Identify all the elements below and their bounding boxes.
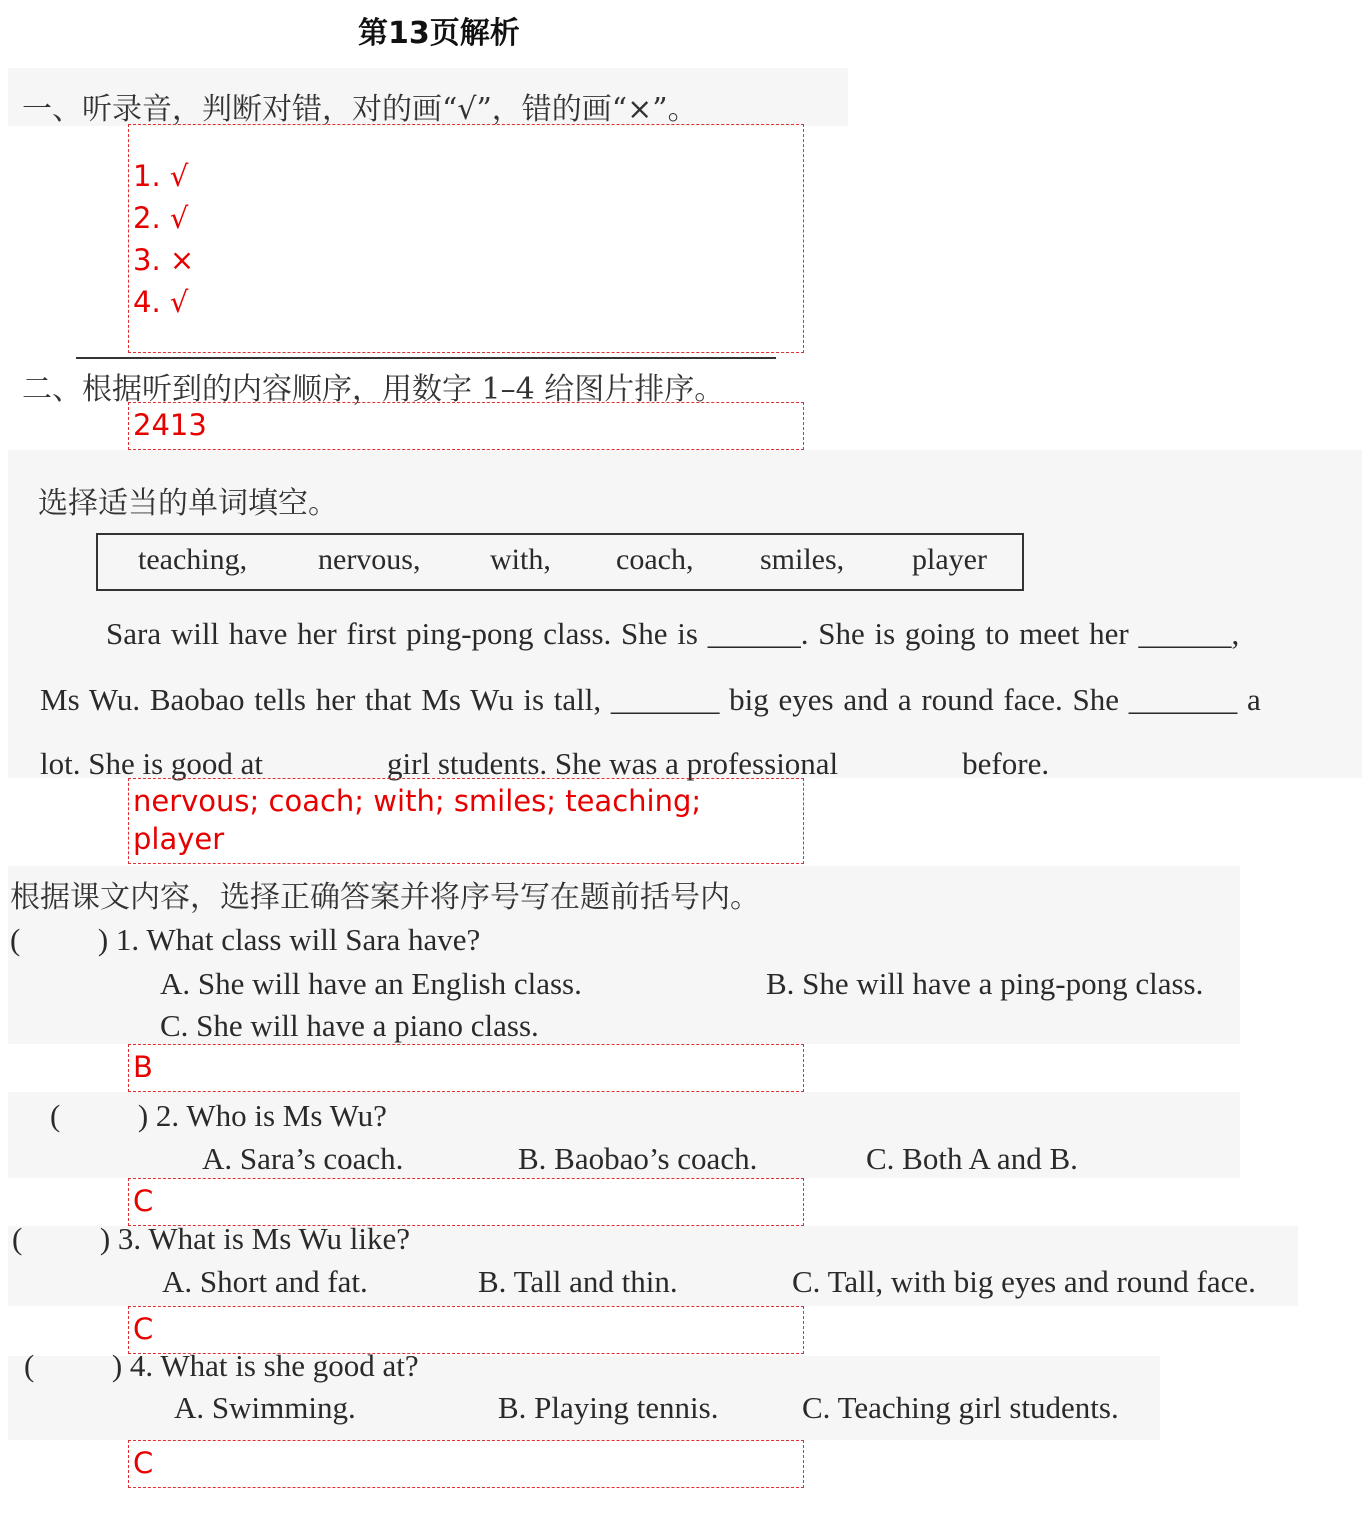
section3-heading: 选择适当的单词填空。	[38, 486, 338, 521]
section3-answer-box	[128, 778, 804, 864]
question-4-answer-box	[128, 1440, 804, 1488]
question-2: ( ) 2. Who is Ms Wu?	[50, 1098, 387, 1133]
question-4-option-c: C. Teaching girl students.	[802, 1390, 1119, 1425]
question-2-option-c: C. Both A and B.	[866, 1141, 1078, 1176]
word-bank-item: player	[912, 543, 987, 576]
page-title: 第13页解析	[358, 16, 520, 51]
question-4-answer: C	[133, 1446, 154, 1480]
section1-answer-1: 1. √	[133, 159, 189, 193]
passage-line-3: lot. She is good at girl students. She was a professional before.	[40, 746, 1050, 781]
question-2-option-a: A. Sara’s coach.	[202, 1141, 404, 1176]
question-3-option-a: A. Short and fat.	[162, 1264, 368, 1299]
question-1-option-b: B. She will have a ping-pong class.	[766, 966, 1204, 1001]
word-bank-item: teaching,	[138, 543, 248, 576]
question-3-answer-box	[128, 1306, 804, 1354]
section2-answer: 2413	[133, 408, 207, 442]
question-3-answer: C	[133, 1312, 154, 1346]
section1-answer-4: 4. √	[133, 285, 189, 319]
section3-answer: nervous; coach; with; smiles; teaching; player	[133, 784, 702, 856]
section1-answer-box	[128, 124, 804, 353]
section2-answer-box	[128, 402, 804, 450]
question-2-option-b: B. Baobao’s coach.	[518, 1141, 758, 1176]
question-1-answer-box	[128, 1044, 804, 1092]
question-3-option-b: B. Tall and thin.	[478, 1264, 678, 1299]
section2-heading: 二、根据听到的内容顺序，用数字 1–4 给图片排序。	[22, 372, 725, 407]
question-2-answer: C	[133, 1184, 154, 1218]
question-1: ( ) 1. What class will Sara have?	[10, 922, 481, 957]
passage-line-1: Sara will have her first ping-pong class. She is ______. She is going to meet her ______,	[106, 616, 1240, 651]
passage-line-2: Ms Wu. Baobao tells her that Ms Wu is tall, _______ big eyes and a round face. She _______ a	[40, 682, 1261, 717]
question-4: ( ) 4. What is she good at?	[24, 1348, 419, 1383]
word-bank-item: coach,	[616, 543, 694, 576]
section1-answer-2: 2. √	[133, 201, 189, 235]
question-2-answer-box	[128, 1178, 804, 1226]
divider-line	[76, 357, 776, 359]
section4-heading: 根据课文内容，选择正确答案并将序号写在题前括号内。	[10, 880, 760, 915]
section1-heading: 一、听录音，判断对错，对的画“√”，错的画“×”。	[22, 92, 698, 127]
question-1-answer: B	[133, 1050, 153, 1084]
section1-answer-3: 3. ×	[133, 243, 195, 277]
question-1-option-c: C. She will have a piano class.	[160, 1008, 539, 1043]
word-bank-item: nervous,	[318, 543, 421, 576]
question-1-option-a: A. She will have an English class.	[160, 966, 582, 1001]
word-bank-box	[96, 533, 1024, 591]
question-4-option-a: A. Swimming.	[174, 1390, 356, 1425]
question-4-option-b: B. Playing tennis.	[498, 1390, 719, 1425]
word-bank-item: smiles,	[760, 543, 845, 576]
question-3-option-c: C. Tall, with big eyes and round face.	[792, 1264, 1256, 1299]
word-bank-item: with,	[490, 543, 551, 576]
question-3: ( ) 3. What is Ms Wu like?	[12, 1221, 410, 1256]
